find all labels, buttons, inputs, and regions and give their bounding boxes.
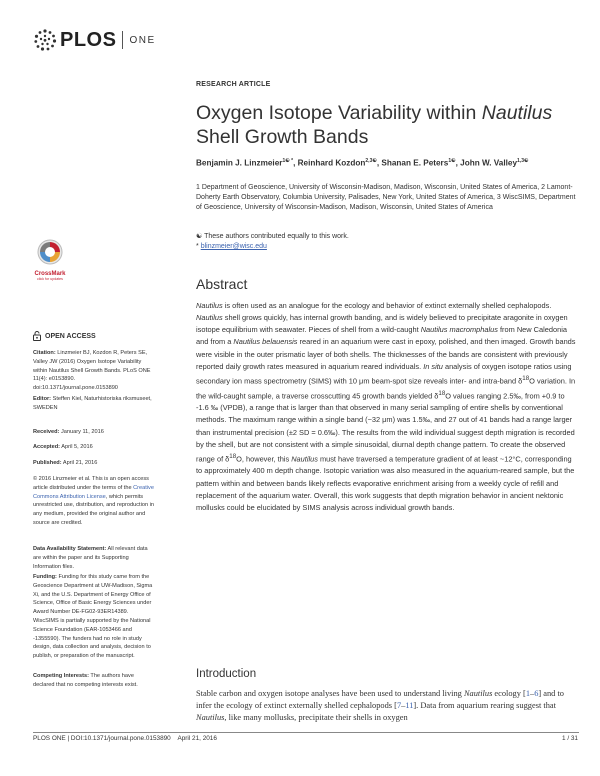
editor-text: Steffen Kiel, Naturhistoriska riksmuseet, SWEDEN: [33, 396, 152, 411]
page-number: 1 / 31: [562, 735, 578, 742]
author-affiliation-marker: 1,3☯: [517, 158, 529, 164]
logo-divider: [122, 31, 123, 49]
author-name: Benjamin J. Linzmeier: [196, 158, 283, 168]
introduction-heading: Introduction: [196, 668, 257, 680]
equal-contribution-note: ☯ These authors contributed equally to this work.: [196, 233, 349, 240]
crossmark-label: CrossMark: [34, 271, 66, 277]
crossmark-badge[interactable]: [30, 239, 70, 281]
editor-label: Editor:: [33, 396, 52, 402]
author-affiliation-marker: 1☯: [448, 158, 456, 164]
competing-interests-block: [33, 672, 155, 690]
open-access-label: OPEN ACCESS: [45, 332, 96, 340]
author-notes: [196, 232, 576, 252]
one-wordmark: ONE: [129, 34, 156, 46]
data-availability-label: Data Availability Statement:: [33, 546, 107, 552]
footer-journal-info: PLOS ONE | DOI:10.1371/journal.pone.0153890 April 21, 2016: [33, 735, 217, 742]
article-type: RESEARCH ARTICLE: [196, 81, 271, 88]
copyright-post: , which permits unrestricted use, distribution, and reproduction in any medium, provided the original author and source are credited.: [33, 493, 154, 526]
plos-dots-icon: [33, 28, 57, 52]
corresponding-star: *: [196, 243, 199, 251]
data-availability-text: All relevant data are within the paper and its Supporting Information files.: [33, 546, 148, 570]
published-date: April 21, 2016: [62, 460, 98, 466]
title-tail: Shell Growth Bands: [196, 126, 369, 148]
crossmark-sub: click for updates: [37, 277, 63, 281]
funding-text: Funding for this study came from the Geoscience Department at UW-Madison, Sigma Xi, and the U.S. Department of Energy Office of Science, Office of Basic Energy Sciences under Award Number DE-FG02-93ER14389. WiscSIMS is partially supported by the National Science Foundation (EAR-1053466 and -1355590). The funders had no role in study design, data collection and analysis, decision to publish, or preparation of the manuscript.: [33, 574, 153, 660]
accepted-block: [33, 443, 155, 452]
open-access: [33, 331, 96, 341]
author-name: Shanan E. Peters: [381, 158, 449, 168]
open-lock-icon: [33, 331, 41, 341]
plos-one-logo: [33, 27, 156, 53]
published-label: Published:: [33, 460, 62, 466]
citation-block: [33, 349, 155, 393]
copyright-pre: © 2016 Linzmeier et al. This is an open access article distributed under the terms of the: [33, 476, 149, 491]
crossmark-icon: [37, 239, 63, 265]
editor-block: [33, 395, 155, 413]
footer-divider: [33, 732, 579, 733]
citation-label: Citation:: [33, 350, 56, 356]
citation-text: Linzmeier BJ, Kozdon R, Peters SE, Valley JW (2016) Oxygen Isotope Variability within Nautilus Shell Growth Bands. PLoS ONE 11(4): e0153890. doi:10.1371/journal.pone.0153890: [33, 350, 151, 392]
abstract-text: Nautilus is often used as an analogue for the ecology and behavior of extinct externally shelled cephalopods. Nautilus shell grows quickly, has internal growth banding, and is widely believed to precipitate aragonite in oxygen isotope equilibrium with seawater. Pieces of shell from a wild-caught Nautilus macromphalus from New Caledonia and from a Nautilus belauensis reared in an aquarium were cast in epoxy, polished, and then imaged. Growth bands were visible in the outer prismatic layer of both shells. The thicknesses of the bands are consistent with previously reported daily growth rates measured in aquarium reared individuals. In situ analysis of oxygen isotope ratios using secondary ion mass spectrometry (SIMS) with 10 μm beam-spot size reveals inter- and intra-band $\delta^{18}O$ variation. In the wild-caught sample, a traverse crosscutting 45 growth bands yielded $\delta^{18}O$ values ranging 2.5‰, from +0.9 to -1.6 ‰ (VPDB), a range that is larger than that observed in many serial sampling of entire shells by conventional methods. The maximum range within a single band (~32 μm) was 1.5‰, and 27 out of 41 bands had a range larger than instrumental precision (±2 SD = 0.6‰). The results from the wild individual suggest depth migration is recorded by the shell, but are not consistent with a simple sinusoidal, diurnal depth change pattern. To create the observed range of $\delta^{18}O$, however, this Nautilus must have traversed a temperature gradient of at least ~12°C, corresponding to approximately 400 m depth change. Isotopic variation was also measured in the aquarium-reared sample, but the pattern within and between bands likely reflects evaporative enrichment arising from a weekly cycle of refill and replacement of the aquarium water. Overall, this work suggests that depth migration behavior in ancient nektonic mollusks could be elucidated by SIMS analysis across individual growth bands.: [196, 301, 576, 512]
received-label: Received:: [33, 429, 60, 435]
author-affiliation-marker: 2,3☯: [365, 158, 377, 164]
data-availability-block: [33, 545, 155, 571]
accepted-date: April 5, 2016: [61, 444, 93, 450]
affiliations: 1 Department of Geoscience, University of Wisconsin-Madison, Madison, Wisconsin, United States of America, 2 Lamont-Doherty Earth Observatory, Columbia University, Palisades, New York, United States of America, 3 WiscSIMS, Department of Geoscience, University of Wisconsin-Madison, Madison, Wisconsin, United States of America: [196, 184, 576, 212]
competing-label: Competing Interests:: [33, 673, 89, 679]
license-link[interactable]: Creative Commons Attribution License: [33, 484, 154, 500]
abstract-body: [196, 300, 578, 514]
author-name: Reinhard Kozdon: [297, 158, 366, 168]
accepted-label: Accepted:: [33, 444, 61, 450]
received-date: January 11, 2016: [61, 429, 104, 435]
funding-label: Funding:: [33, 574, 57, 580]
author-list: Benjamin J. Linzmeier$^{1☯ *}$, Reinhard Kozdon$^{2,3☯}$, Shanan E. Peters$^{1☯}$, John W. Valley$^{1,3☯}$: [196, 158, 529, 168]
email-link[interactable]: blinzmeier@wisc.edu: [200, 243, 267, 251]
introduction-body: Stable carbon and oxygen isotope analyses have been used to understand living Nautilus ecology [1–6] and to infer the ecology of extinct externally shelled cephalopods [7–11]. Data from aquarium rearing suggest that Nautilus, like many mollusks, precipitate their shells in oxygen: [196, 689, 564, 723]
title-italic: Nautilus: [481, 102, 553, 124]
competing-text: The authors have declared that no competing interests exist.: [33, 673, 138, 688]
plos-wordmark: PLOS: [60, 28, 117, 51]
author-name: John W. Valley: [460, 158, 518, 168]
published-block: [33, 459, 155, 468]
title-text: Oxygen Isotope Variability within: [196, 102, 482, 124]
author-affiliation-marker: 1☯ *: [282, 158, 294, 164]
corresponding-author: [196, 242, 576, 252]
received-block: [33, 428, 155, 437]
funding-block: [33, 573, 155, 661]
abstract-heading: Abstract: [196, 276, 248, 292]
copyright-block: [33, 475, 155, 528]
article-title: [196, 101, 576, 149]
